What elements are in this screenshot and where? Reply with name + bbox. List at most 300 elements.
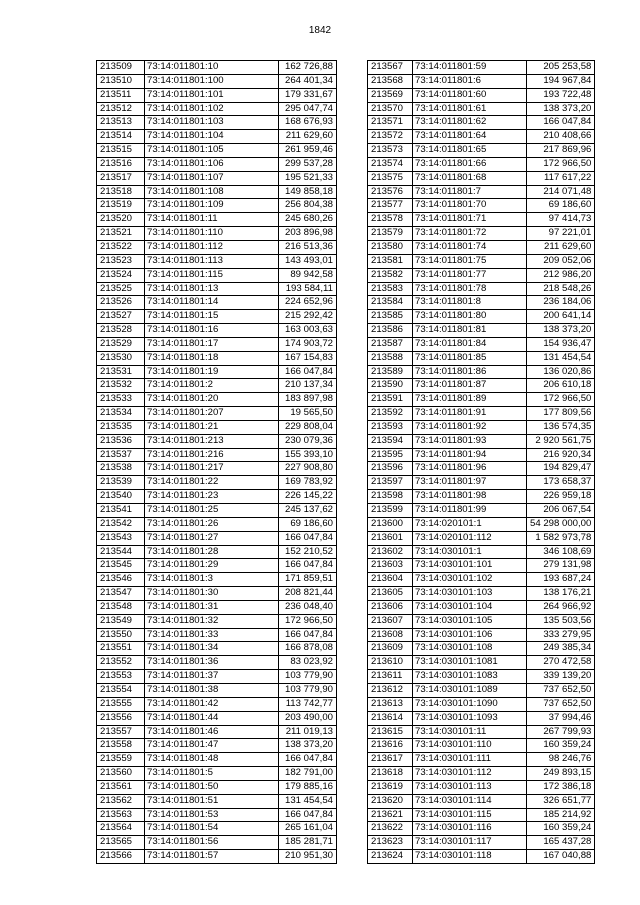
value-cell: 211 629,60 [527, 240, 595, 254]
table-row [368, 683, 595, 697]
table-row [368, 490, 595, 504]
row-number-cell: 213614 [368, 711, 413, 725]
value-cell: 299 537,28 [279, 157, 337, 171]
value-cell: 261 959,46 [279, 144, 337, 158]
table-row [368, 780, 595, 794]
value-cell: 155 393,10 [279, 448, 337, 462]
cadastral-number-cell: 73:14:011801:13 [145, 282, 279, 296]
cadastral-number-cell: 73:14:011801:94 [413, 448, 527, 462]
cadastral-number-cell: 73:14:011801:78 [413, 282, 527, 296]
value-cell: 226 145,22 [279, 490, 337, 504]
row-number-cell: 213513 [97, 116, 145, 130]
table-row [97, 490, 337, 504]
table-row [368, 324, 595, 338]
cadastral-number-cell: 73:14:011801:60 [413, 88, 527, 102]
table-row [97, 531, 337, 545]
value-cell: 245 137,62 [279, 504, 337, 518]
cadastral-number-cell: 73:14:011801:101 [145, 88, 279, 102]
row-number-cell: 213534 [97, 407, 145, 421]
table-row [368, 559, 595, 573]
row-number-cell: 213519 [97, 199, 145, 213]
table-row [97, 600, 337, 614]
cadastral-number-cell: 73:14:030101:11 [413, 725, 527, 739]
row-number-cell: 213620 [368, 794, 413, 808]
row-number-cell: 213592 [368, 407, 413, 421]
table-row [368, 268, 595, 282]
value-cell: 249 893,15 [527, 767, 595, 781]
table-row [97, 711, 337, 725]
row-number-cell: 213571 [368, 116, 413, 130]
table-row [368, 393, 595, 407]
row-number-cell: 213579 [368, 227, 413, 241]
cadastral-number-cell: 73:14:030101:1093 [413, 711, 527, 725]
row-number-cell: 213593 [368, 420, 413, 434]
table-row [368, 711, 595, 725]
cadastral-number-cell: 73:14:011801:104 [145, 130, 279, 144]
value-cell: 203 896,98 [279, 227, 337, 241]
cadastral-number-cell: 73:14:011801:15 [145, 310, 279, 324]
row-number-cell: 213545 [97, 559, 145, 573]
row-number-cell: 213532 [97, 379, 145, 393]
cadastral-number-cell: 73:14:011801:99 [413, 504, 527, 518]
cadastral-number-cell: 73:14:011801:17 [145, 337, 279, 351]
value-cell: 229 808,04 [279, 420, 337, 434]
row-number-cell: 213522 [97, 240, 145, 254]
row-number-cell: 213509 [97, 61, 145, 75]
table-row [368, 808, 595, 822]
row-number-cell: 213595 [368, 448, 413, 462]
cadastral-number-cell: 73:14:011801:110 [145, 227, 279, 241]
row-number-cell: 213560 [97, 767, 145, 781]
value-cell: 218 548,26 [527, 282, 595, 296]
value-cell: 264 401,34 [279, 74, 337, 88]
row-number-cell: 213623 [368, 836, 413, 850]
table-row [368, 822, 595, 836]
row-number-cell: 213572 [368, 130, 413, 144]
row-number-cell: 213608 [368, 628, 413, 642]
row-number-cell: 213541 [97, 504, 145, 518]
row-number-cell: 213530 [97, 351, 145, 365]
row-number-cell: 213540 [97, 490, 145, 504]
row-number-cell: 213574 [368, 157, 413, 171]
cadastral-table-left [96, 60, 337, 864]
value-cell: 136 020,86 [527, 365, 595, 379]
cadastral-number-cell: 73:14:011801:97 [413, 476, 527, 490]
row-number-cell: 213542 [97, 517, 145, 531]
table-row [97, 185, 337, 199]
value-cell: 173 658,37 [527, 476, 595, 490]
cadastral-number-cell: 73:14:011801:66 [413, 157, 527, 171]
table-row [368, 850, 595, 864]
table-row [97, 282, 337, 296]
table-row [368, 102, 595, 116]
table-row [368, 448, 595, 462]
row-number-cell: 213535 [97, 420, 145, 434]
table-row [368, 573, 595, 587]
cadastral-number-cell: 73:14:011801:37 [145, 670, 279, 684]
row-number-cell: 213575 [368, 171, 413, 185]
row-number-cell: 213511 [97, 88, 145, 102]
row-number-cell: 213599 [368, 504, 413, 518]
table-row [97, 587, 337, 601]
table-row [97, 324, 337, 338]
cadastral-number-cell: 73:14:011801:113 [145, 254, 279, 268]
table-row [97, 268, 337, 282]
value-cell: 167 040,88 [527, 850, 595, 864]
value-cell: 333 279,95 [527, 628, 595, 642]
value-cell: 346 108,69 [527, 545, 595, 559]
table-row [97, 780, 337, 794]
cadastral-number-cell: 73:14:011801:23 [145, 490, 279, 504]
table-row [97, 74, 337, 88]
row-number-cell: 213521 [97, 227, 145, 241]
cadastral-number-cell: 73:14:011801:80 [413, 310, 527, 324]
table-row [97, 199, 337, 213]
value-cell: 135 503,56 [527, 614, 595, 628]
table-row [368, 697, 595, 711]
table-row [97, 573, 337, 587]
table-row [97, 213, 337, 227]
table-row [368, 670, 595, 684]
table-row [97, 420, 337, 434]
cadastral-number-cell: 73:14:011801:51 [145, 794, 279, 808]
value-cell: 212 986,20 [527, 268, 595, 282]
cadastral-number-cell: 73:14:011801:11 [145, 213, 279, 227]
value-cell: 224 652,96 [279, 296, 337, 310]
table-row [368, 587, 595, 601]
table-row [368, 130, 595, 144]
table-row [368, 794, 595, 808]
table-row [97, 88, 337, 102]
row-number-cell: 213597 [368, 476, 413, 490]
cadastral-number-cell: 73:14:011801:108 [145, 185, 279, 199]
value-cell: 162 726,88 [279, 61, 337, 75]
cadastral-number-cell: 73:14:011801:5 [145, 767, 279, 781]
cadastral-number-cell: 73:14:011801:61 [413, 102, 527, 116]
table-row [97, 61, 337, 75]
table-row [97, 407, 337, 421]
cadastral-number-cell: 73:14:011801:92 [413, 420, 527, 434]
table-row [368, 836, 595, 850]
value-cell: 737 652,50 [527, 683, 595, 697]
cadastral-number-cell: 73:14:011801:96 [413, 462, 527, 476]
cadastral-number-cell: 73:14:011801:25 [145, 504, 279, 518]
row-number-cell: 213615 [368, 725, 413, 739]
row-number-cell: 213606 [368, 600, 413, 614]
row-number-cell: 213553 [97, 670, 145, 684]
value-cell: 236 184,06 [527, 296, 595, 310]
row-number-cell: 213585 [368, 310, 413, 324]
value-cell: 168 676,93 [279, 116, 337, 130]
cadastral-number-cell: 73:14:011801:50 [145, 780, 279, 794]
table-row [368, 296, 595, 310]
table-row [368, 61, 595, 75]
row-number-cell: 213586 [368, 324, 413, 338]
cadastral-number-cell: 73:14:011801:53 [145, 808, 279, 822]
cadastral-number-cell: 73:14:011801:62 [413, 116, 527, 130]
value-cell: 216 920,34 [527, 448, 595, 462]
value-cell: 131 454,54 [279, 794, 337, 808]
cadastral-number-cell: 73:14:030101:118 [413, 850, 527, 864]
row-number-cell: 213565 [97, 836, 145, 850]
value-cell: 206 067,54 [527, 504, 595, 518]
value-cell: 166 047,84 [279, 753, 337, 767]
value-cell: 200 641,14 [527, 310, 595, 324]
value-cell: 1 582 973,78 [527, 531, 595, 545]
table-row [368, 642, 595, 656]
table-row [97, 697, 337, 711]
cadastral-number-cell: 73:14:030101:114 [413, 794, 527, 808]
table-row [97, 116, 337, 130]
value-cell: 211 629,60 [279, 130, 337, 144]
value-cell: 103 779,90 [279, 683, 337, 697]
row-number-cell: 213546 [97, 573, 145, 587]
cadastral-number-cell: 73:14:030101:110 [413, 739, 527, 753]
table-row [368, 213, 595, 227]
row-number-cell: 213528 [97, 324, 145, 338]
row-number-cell: 213581 [368, 254, 413, 268]
cadastral-number-cell: 73:14:011801:87 [413, 379, 527, 393]
cadastral-number-cell: 73:14:011801:64 [413, 130, 527, 144]
table-row [97, 337, 337, 351]
row-number-cell: 213589 [368, 365, 413, 379]
row-number-cell: 213514 [97, 130, 145, 144]
table-row [368, 185, 595, 199]
value-cell: 193 687,24 [527, 573, 595, 587]
row-number-cell: 213576 [368, 185, 413, 199]
table-row [368, 337, 595, 351]
row-number-cell: 213533 [97, 393, 145, 407]
table-row [368, 379, 595, 393]
cadastral-number-cell: 73:14:011801:26 [145, 517, 279, 531]
cadastral-number-cell: 73:14:030101:105 [413, 614, 527, 628]
row-number-cell: 213515 [97, 144, 145, 158]
table-row [97, 476, 337, 490]
table-row [368, 351, 595, 365]
row-number-cell: 213610 [368, 656, 413, 670]
table-row [368, 365, 595, 379]
row-number-cell: 213619 [368, 780, 413, 794]
value-cell: 83 023,92 [279, 656, 337, 670]
cadastral-number-cell: 73:14:030101:115 [413, 808, 527, 822]
value-cell: 166 047,84 [279, 808, 337, 822]
value-cell: 203 490,00 [279, 711, 337, 725]
row-number-cell: 213523 [97, 254, 145, 268]
table-row [97, 559, 337, 573]
row-number-cell: 213600 [368, 517, 413, 531]
table-row [97, 462, 337, 476]
row-number-cell: 213611 [368, 670, 413, 684]
table-row [97, 767, 337, 781]
table-row [97, 739, 337, 753]
value-cell: 69 186,60 [279, 517, 337, 531]
cadastral-number-cell: 73:14:011801:48 [145, 753, 279, 767]
table-row [97, 254, 337, 268]
value-cell: 169 783,92 [279, 476, 337, 490]
value-cell: 326 651,77 [527, 794, 595, 808]
cadastral-number-cell: 73:14:011801:107 [145, 171, 279, 185]
value-cell: 185 281,71 [279, 836, 337, 850]
value-cell: 211 019,13 [279, 725, 337, 739]
row-number-cell: 213547 [97, 587, 145, 601]
value-cell: 138 373,20 [527, 102, 595, 116]
value-cell: 206 610,18 [527, 379, 595, 393]
table-row [368, 171, 595, 185]
cadastral-number-cell: 73:14:011801:57 [145, 850, 279, 864]
value-cell: 136 574,35 [527, 420, 595, 434]
row-number-cell: 213587 [368, 337, 413, 351]
value-cell: 174 903,72 [279, 337, 337, 351]
cadastral-number-cell: 73:14:011801:85 [413, 351, 527, 365]
cadastral-number-cell: 73:14:030101:1 [413, 545, 527, 559]
value-cell: 194 829,47 [527, 462, 595, 476]
row-number-cell: 213536 [97, 434, 145, 448]
row-number-cell: 213512 [97, 102, 145, 116]
row-number-cell: 213554 [97, 683, 145, 697]
value-cell: 182 791,00 [279, 767, 337, 781]
table-row [97, 614, 337, 628]
value-cell: 166 047,84 [279, 531, 337, 545]
row-number-cell: 213590 [368, 379, 413, 393]
table-row [97, 296, 337, 310]
page-number: 1842 [308, 25, 332, 36]
cadastral-number-cell: 73:14:011801:217 [145, 462, 279, 476]
cadastral-number-cell: 73:14:020101:1 [413, 517, 527, 531]
row-number-cell: 213567 [368, 61, 413, 75]
cadastral-number-cell: 73:14:011801:106 [145, 157, 279, 171]
value-cell: 166 047,84 [527, 116, 595, 130]
value-cell: 264 966,92 [527, 600, 595, 614]
row-number-cell: 213551 [97, 642, 145, 656]
table-row [368, 282, 595, 296]
cadastral-number-cell: 73:14:011801:44 [145, 711, 279, 725]
table-row [97, 144, 337, 158]
row-number-cell: 213518 [97, 185, 145, 199]
value-cell: 295 047,74 [279, 102, 337, 116]
table-row [368, 420, 595, 434]
table-row [97, 130, 337, 144]
value-cell: 193 722,48 [527, 88, 595, 102]
table-row [368, 310, 595, 324]
row-number-cell: 213570 [368, 102, 413, 116]
row-number-cell: 213617 [368, 753, 413, 767]
table-row [368, 614, 595, 628]
row-number-cell: 213561 [97, 780, 145, 794]
row-number-cell: 213552 [97, 656, 145, 670]
cadastral-number-cell: 73:14:030101:103 [413, 587, 527, 601]
cadastral-number-cell: 73:14:011801:20 [145, 393, 279, 407]
row-number-cell: 213537 [97, 448, 145, 462]
cadastral-number-cell: 73:14:030101:113 [413, 780, 527, 794]
value-cell: 236 048,40 [279, 600, 337, 614]
value-cell: 179 331,67 [279, 88, 337, 102]
value-cell: 160 359,24 [527, 822, 595, 836]
table-row [97, 753, 337, 767]
value-cell: 265 161,04 [279, 822, 337, 836]
cadastral-number-cell: 73:14:011801:46 [145, 725, 279, 739]
value-cell: 117 617,22 [527, 171, 595, 185]
table-row [97, 517, 337, 531]
cadastral-number-cell: 73:14:011801:8 [413, 296, 527, 310]
row-number-cell: 213556 [97, 711, 145, 725]
value-cell: 279 131,98 [527, 559, 595, 573]
cadastral-number-cell: 73:14:011801:75 [413, 254, 527, 268]
table-row [97, 434, 337, 448]
cadastral-number-cell: 73:14:030101:1089 [413, 683, 527, 697]
table-row [368, 504, 595, 518]
value-cell: 113 742,77 [279, 697, 337, 711]
table-row [368, 74, 595, 88]
row-number-cell: 213531 [97, 365, 145, 379]
value-cell: 154 936,47 [527, 337, 595, 351]
table-row [368, 240, 595, 254]
value-cell: 163 003,63 [279, 324, 337, 338]
row-number-cell: 213605 [368, 587, 413, 601]
row-number-cell: 213602 [368, 545, 413, 559]
value-cell: 193 584,11 [279, 282, 337, 296]
table-row [368, 434, 595, 448]
table-row [97, 393, 337, 407]
cadastral-number-cell: 73:14:011801:98 [413, 490, 527, 504]
cadastral-number-cell: 73:14:011801:103 [145, 116, 279, 130]
cadastral-number-cell: 73:14:011801:30 [145, 587, 279, 601]
row-number-cell: 213548 [97, 600, 145, 614]
cadastral-number-cell: 73:14:011801:22 [145, 476, 279, 490]
value-cell: 166 047,84 [279, 628, 337, 642]
table-row [97, 628, 337, 642]
row-number-cell: 213568 [368, 74, 413, 88]
row-number-cell: 213563 [97, 808, 145, 822]
table-row [368, 407, 595, 421]
value-cell: 19 565,50 [279, 407, 337, 421]
row-number-cell: 213566 [97, 850, 145, 864]
cadastral-number-cell: 73:14:011801:36 [145, 656, 279, 670]
cadastral-number-cell: 73:14:030101:111 [413, 753, 527, 767]
table-row [97, 822, 337, 836]
row-number-cell: 213612 [368, 683, 413, 697]
value-cell: 172 966,50 [527, 157, 595, 171]
cadastral-number-cell: 73:14:011801:100 [145, 74, 279, 88]
value-cell: 143 493,01 [279, 254, 337, 268]
cadastral-number-cell: 73:14:011801:19 [145, 365, 279, 379]
cadastral-number-cell: 73:14:011801:93 [413, 434, 527, 448]
table-row [368, 116, 595, 130]
value-cell: 54 298 000,00 [527, 517, 595, 531]
row-number-cell: 213603 [368, 559, 413, 573]
row-number-cell: 213573 [368, 144, 413, 158]
table-row [368, 517, 595, 531]
row-number-cell: 213557 [97, 725, 145, 739]
value-cell: 165 437,28 [527, 836, 595, 850]
value-cell: 217 869,96 [527, 144, 595, 158]
cadastral-number-cell: 73:14:011801:207 [145, 407, 279, 421]
row-number-cell: 213564 [97, 822, 145, 836]
cadastral-number-cell: 73:14:011801:77 [413, 268, 527, 282]
cadastral-number-cell: 73:14:011801:32 [145, 614, 279, 628]
cadastral-number-cell: 73:14:011801:42 [145, 697, 279, 711]
value-cell: 171 859,51 [279, 573, 337, 587]
table-row [97, 794, 337, 808]
row-number-cell: 213543 [97, 531, 145, 545]
cadastral-number-cell: 73:14:011801:6 [413, 74, 527, 88]
value-cell: 152 210,52 [279, 545, 337, 559]
cadastral-number-cell: 73:14:011801:3 [145, 573, 279, 587]
cadastral-number-cell: 73:14:011801:112 [145, 240, 279, 254]
row-number-cell: 213577 [368, 199, 413, 213]
value-cell: 97 221,01 [527, 227, 595, 241]
row-number-cell: 213527 [97, 310, 145, 324]
value-cell: 226 959,18 [527, 490, 595, 504]
